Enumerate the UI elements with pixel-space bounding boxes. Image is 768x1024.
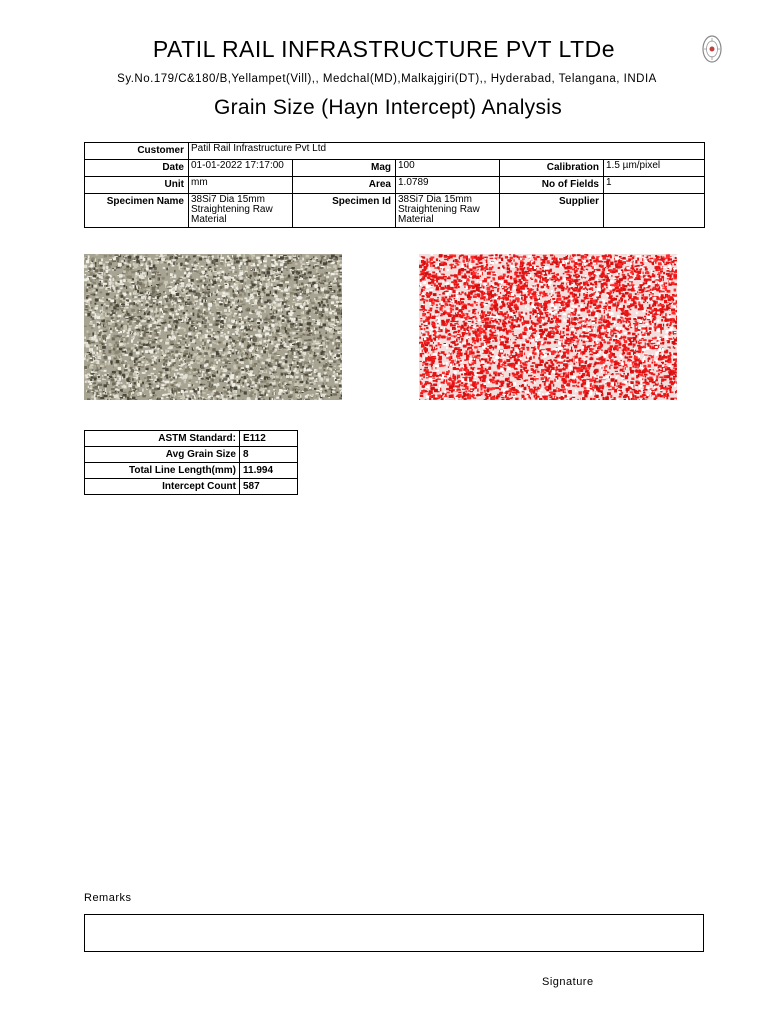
signature-label: Signature: [542, 976, 594, 988]
result-row: [85, 447, 298, 463]
calibration-value: 1.5 µm/pixel: [604, 160, 705, 177]
date-value: 01-01-2022 17:17:00: [189, 160, 293, 177]
area-value: 1.0789: [396, 177, 500, 194]
result-value: 8: [240, 447, 298, 463]
customer-label: Customer: [85, 143, 189, 160]
result-value: 11.994: [240, 463, 298, 479]
mag-label: Mag: [293, 160, 396, 177]
specimen-name-value: 38Si7 Dia 15mm Straightening Raw Material: [189, 194, 293, 228]
specimen-id-value: 38Si7 Dia 15mm Straightening Raw Material: [396, 194, 500, 228]
result-label: ASTM Standard:: [85, 431, 240, 447]
remarks-box: [84, 914, 704, 952]
date-label: Date: [85, 160, 189, 177]
supplier-value: [604, 194, 705, 228]
result-label: Total Line Length(mm): [85, 463, 240, 479]
report-title: Grain Size (Hayn Intercept) Analysis: [213, 96, 563, 119]
fields-label: No of Fields: [500, 177, 604, 194]
result-row: [85, 431, 298, 447]
specimen-name-label: Specimen Name: [85, 194, 189, 228]
mag-value: 100: [396, 160, 500, 177]
supplier-label: Supplier: [500, 194, 604, 228]
area-label: Area: [293, 177, 396, 194]
result-label: Avg Grain Size: [85, 447, 240, 463]
processed-micrograph-image: [419, 254, 677, 400]
specimen-id-label: Specimen Id: [293, 194, 396, 228]
calibration-label: Calibration: [500, 160, 604, 177]
raw-micrograph-image: [84, 254, 342, 400]
customer-value: Patil Rail Infrastructure Pvt Ltd: [189, 143, 705, 160]
result-row: [85, 463, 298, 479]
unit-value: mm: [189, 177, 293, 194]
unit-label: Unit: [85, 177, 189, 194]
result-value: 587: [240, 479, 298, 495]
seal-logo-icon: [701, 34, 723, 64]
result-row: [85, 479, 298, 495]
fields-value: 1: [604, 177, 705, 194]
result-label: Intercept Count: [85, 479, 240, 495]
grain-size-results-table: [84, 430, 298, 495]
remarks-label: Remarks: [84, 892, 132, 904]
result-value: E112: [240, 431, 298, 447]
specimen-info-table: [84, 142, 705, 228]
company-name: PATIL RAIL INFRASTRUCTURE PVT LTDe: [152, 36, 616, 62]
company-address: Sy.No.179/C&180/B,Yellampet(Vill),, Medchal(MD),Malkajgiri(DT),, Hyderabad, Telangana, INDIA: [117, 73, 657, 85]
